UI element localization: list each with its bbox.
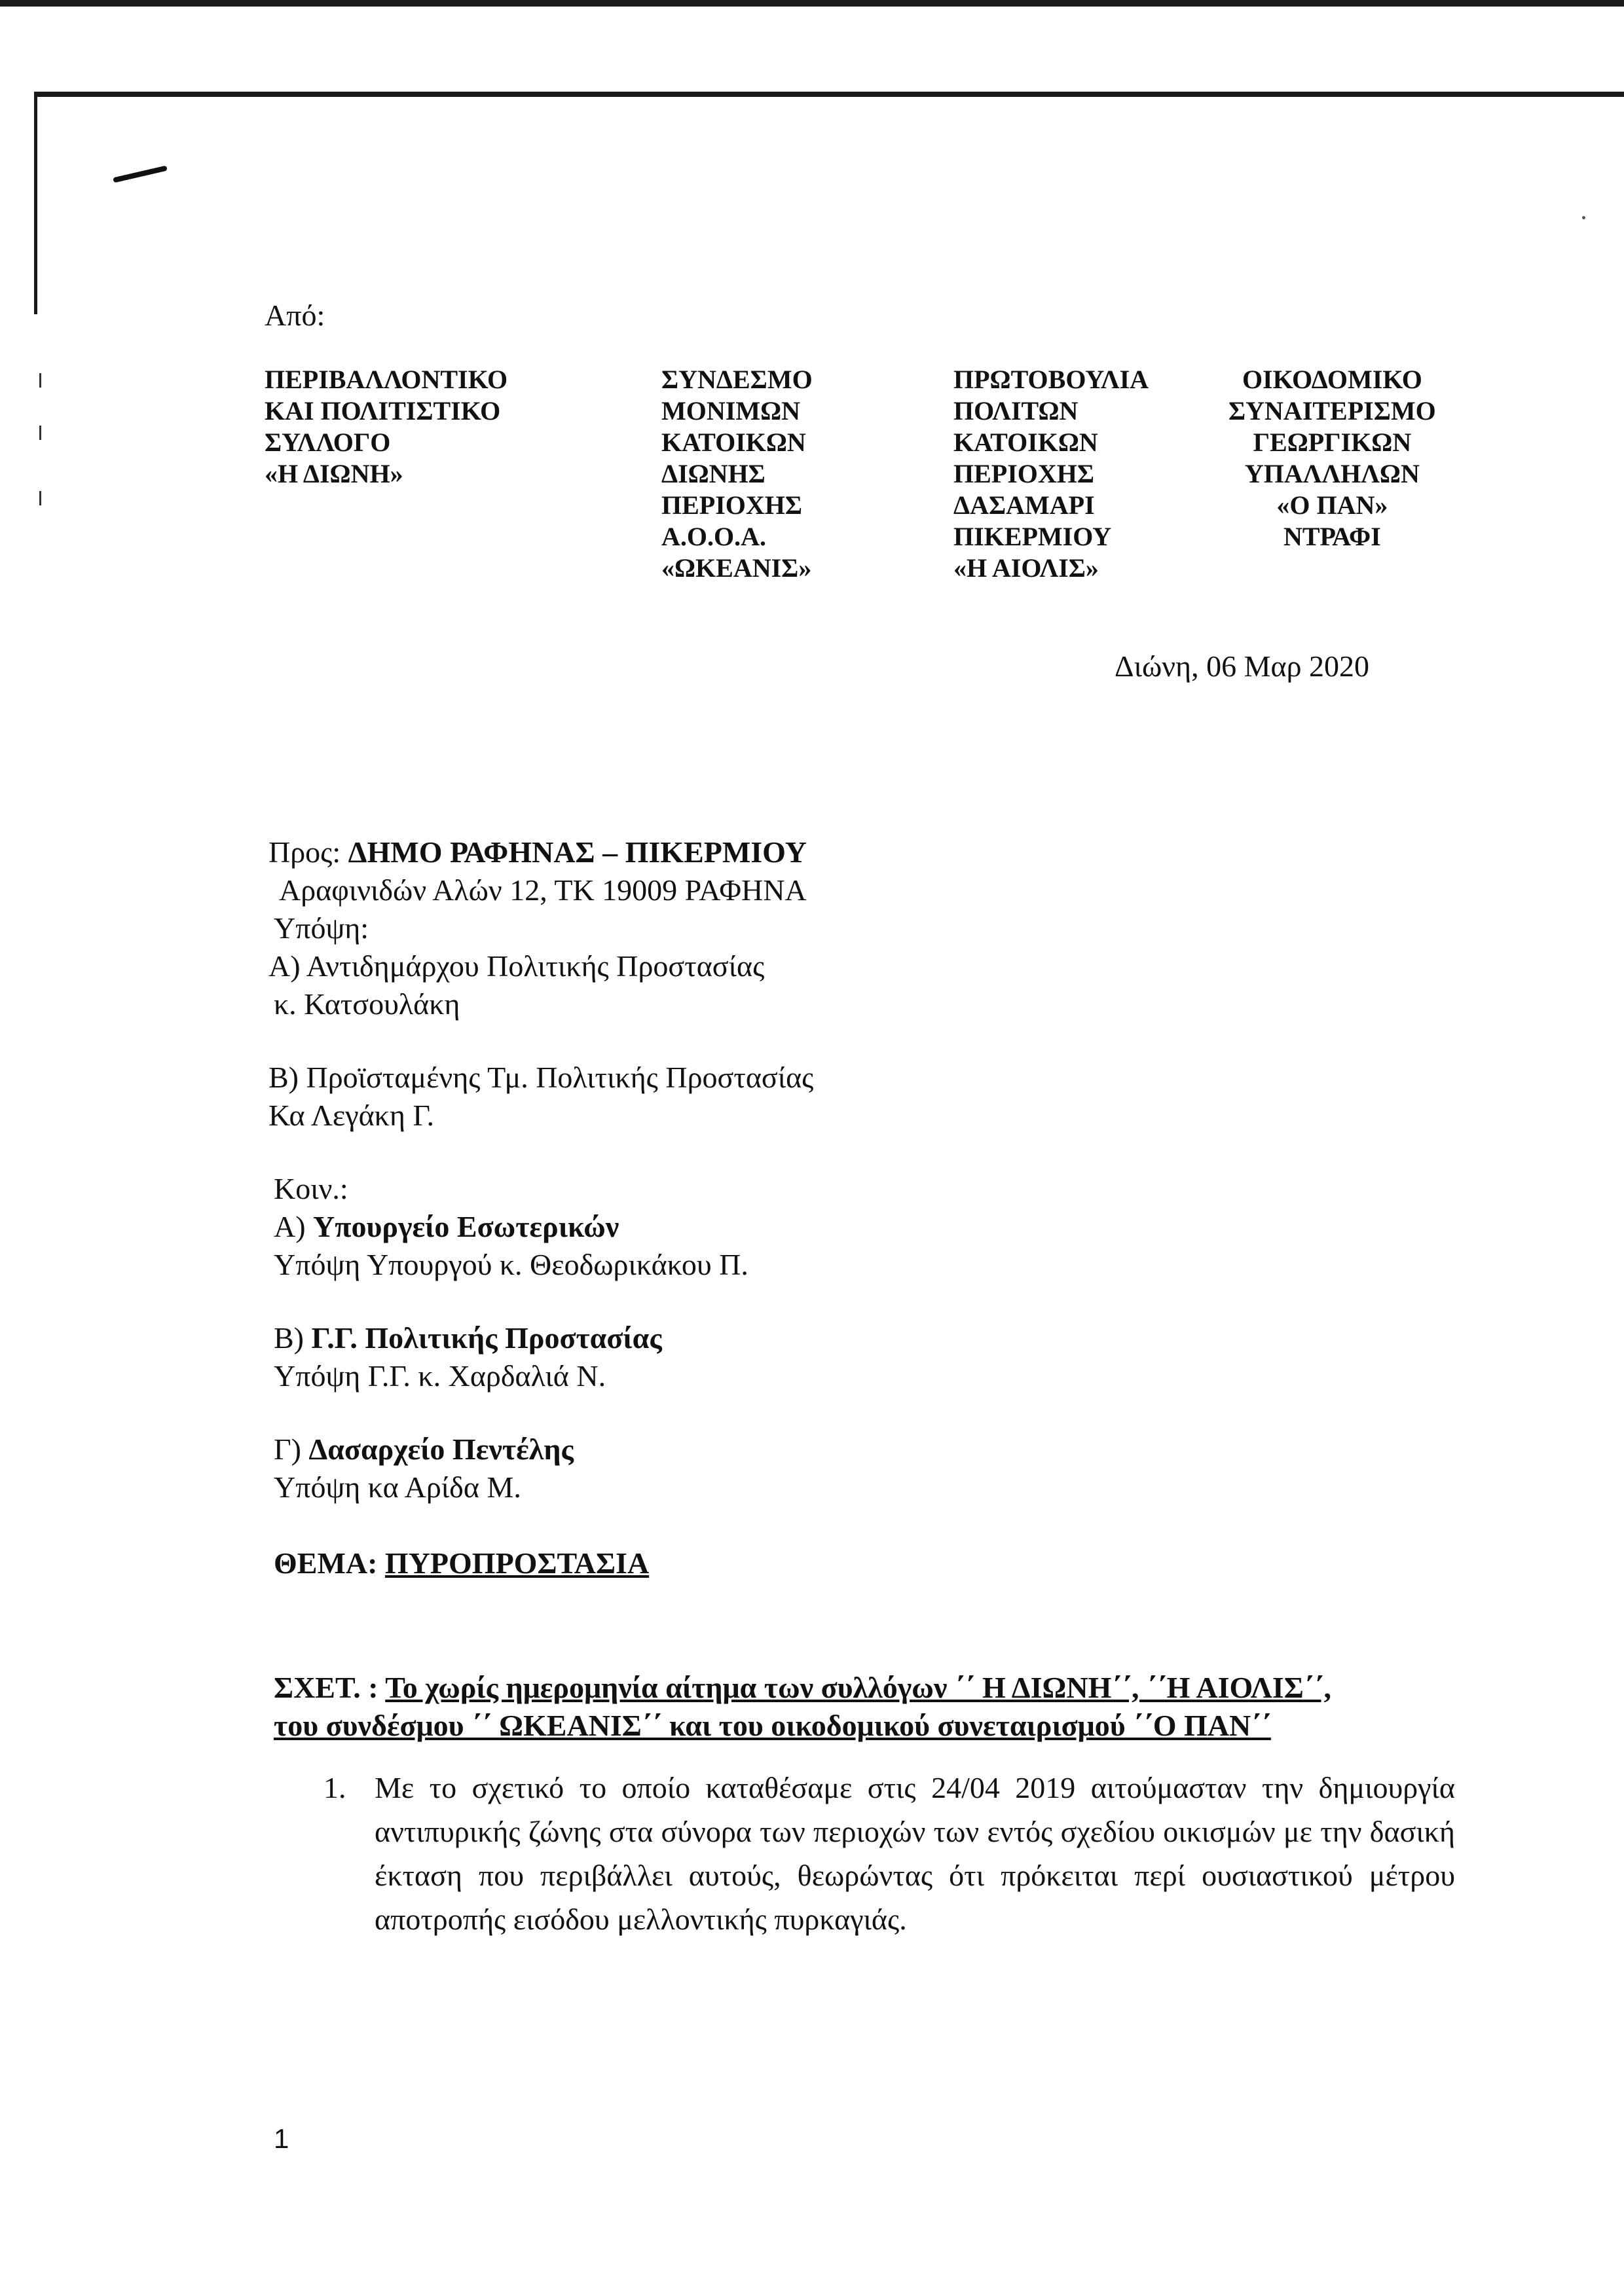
cc-a-org (274, 1207, 619, 1247)
margin-mark (39, 426, 41, 440)
cc-org: Υπουργείο Εσωτερικών (313, 1210, 619, 1243)
frame-line-top (34, 92, 1624, 97)
reference-text-2: του συνδέσμου ΄΄ ΩΚΕΑΝΙΣ΄΄ και του οικοδομικού συνεταιρισμού ΄΄Ο ΠΑΝ΄΄ (274, 1709, 1271, 1742)
cc-org: Γ.Γ. Πολιτικής Προστασίας (311, 1321, 662, 1355)
cc-prefix: Γ) (274, 1432, 301, 1466)
sender-line: ΟΙΚΟΔΟΜΙΚΟ (1242, 365, 1422, 394)
sender-org-3 (953, 364, 1149, 584)
sender-org-2 (661, 364, 813, 584)
sender-line: ΠΕΡΙΟΧΗΣ (661, 490, 803, 520)
scan-speck (1582, 216, 1585, 219)
sender-line: ΠΟΛΙΤΩΝ (953, 396, 1079, 426)
attention-a: Α) Αντιδημάρχου Πολιτικής Προστασίας (268, 949, 765, 983)
from-label: Από: (265, 299, 325, 332)
subject-text: ΠΥΡΟΠΡΟΣΤΑΣΙΑ (384, 1546, 650, 1580)
page-number: 1 (274, 2123, 289, 2154)
cc-label: Κοιν.: (274, 1172, 348, 1205)
sender-line: ΣΥΝΔΕΣΜΟ (661, 365, 813, 394)
sender-line: ΠΕΡΙΟΧΗΣ (953, 459, 1095, 488)
sender-line: «Ο ΠΑΝ» (1276, 490, 1388, 520)
sender-line: ΔΑΣΑΜΑΡΙ (953, 490, 1095, 520)
sender-line: ΚΑΙ ΠΟΛΙΤΙΣΤΙΚΟ (265, 396, 501, 426)
sender-line: ΣΥΝΑΙΤΕΡΙΣΜΟ (1228, 396, 1436, 426)
sender-line: «Η ΑΙΟΛΙΣ» (953, 553, 1099, 583)
sender-line: ΝΤΡΑΦΙ (1283, 522, 1381, 551)
cc-a-attention: Υπόψη Υπουργού κ. Θεοδωρικάκου Π. (274, 1248, 748, 1281)
sender-line: ΠΡΩΤΟΒΟΥΛΙΑ (953, 365, 1149, 394)
attention-label: Υπόψη: (274, 911, 369, 945)
sender-org-1 (265, 364, 507, 490)
cc-org: Δασαρχείο Πεντέλης (308, 1432, 574, 1466)
reference-text-1: Το χωρίς ημερομηνία αίτημα των συλλόγων ΄΄ Η ΔΙΩΝΗ΄΄, ΄΄Η ΑΙΟΛΙΣ΄΄, (385, 1671, 1331, 1704)
paragraph-text: Με το σχετικό το οποίο καταθέσαμε στις 24/04 2019 αιτούμασταν την δημιουργία αντιπυρικής ζώνης στα σύνορα των περιοχών των εντός σχεδίου οικισμών με την δασική έκταση που περιβάλλει αυτούς, θεωρώντας ότι πρόκειται περί ουσιαστικού μέτρου αποτροπής εισόδου μελλοντικής πυρκαγιάς. (375, 1771, 1455, 1936)
sender-line: ΔΙΩΝΗΣ (661, 459, 766, 488)
sender-org-4 (1228, 364, 1436, 553)
reference-line-1 (274, 1668, 1331, 1707)
attention-b-name: Κα Λεγάκη Γ. (268, 1099, 434, 1132)
sender-line: ΥΠΑΛΛΗΛΩΝ (1244, 459, 1420, 488)
sender-line: Α.Ο.Ο.Α. (661, 522, 766, 551)
cc-c-org (274, 1430, 574, 1469)
recipient-name: ΔΗΜΟ ΡΑΦΗΝΑΣ – ΠΙΚΕΡΜΙΟΥ (348, 835, 807, 869)
frame-line-left (34, 92, 37, 314)
attention-b: Β) Προϊσταμένης Τμ. Πολιτικής Προστασίας (268, 1061, 814, 1094)
margin-mark (39, 373, 41, 388)
place-date: Διώνη, 06 Μαρ 2020 (1115, 649, 1370, 683)
paragraph-number: 1. (323, 1771, 346, 1804)
scan-border-top (0, 0, 1624, 7)
subject-line (274, 1544, 649, 1583)
cc-c-attention: Υπόψη κα Αρίδα Μ. (274, 1470, 521, 1504)
reference-label: ΣΧΕΤ. : (274, 1671, 378, 1704)
cc-b-attention: Υπόψη Γ.Γ. κ. Χαρδαλιά Ν. (274, 1359, 606, 1393)
sender-line: ΠΙΚΕΡΜΙΟΥ (953, 522, 1112, 551)
to-label: Προς: (268, 835, 341, 869)
sender-line: ΣΥΛΛΟΓΟ (265, 428, 391, 457)
recipient-address: Αραφινιδών Αλών 12, ΤΚ 19009 ΡΑΦΗΝΑ (279, 873, 807, 907)
pen-mark (113, 166, 168, 183)
cc-prefix: Β) (274, 1321, 304, 1355)
sender-line: «Η ΔΙΩΝΗ» (265, 459, 403, 488)
sender-line: ΠΕΡΙΒΑΛΛΟΝΤΙΚΟ (265, 365, 508, 394)
sender-line: ΜΟΝΙΜΩΝ (661, 396, 800, 426)
attention-a-name: κ. Κατσουλάκη (274, 987, 460, 1021)
sender-line: ΚΑΤΟΙΚΩΝ (661, 428, 806, 457)
sender-line: «ΩΚΕΑΝΙΣ» (661, 553, 812, 583)
cc-prefix: Α) (274, 1210, 306, 1243)
subject-label: ΘΕΜΑ: (274, 1546, 378, 1580)
recipient-line (268, 833, 807, 872)
sender-line: ΓΕΩΡΓΙΚΩΝ (1253, 428, 1412, 457)
margin-mark (39, 491, 41, 505)
sender-line: ΚΑΤΟΙΚΩΝ (953, 428, 1098, 457)
cc-b-org (274, 1319, 662, 1358)
